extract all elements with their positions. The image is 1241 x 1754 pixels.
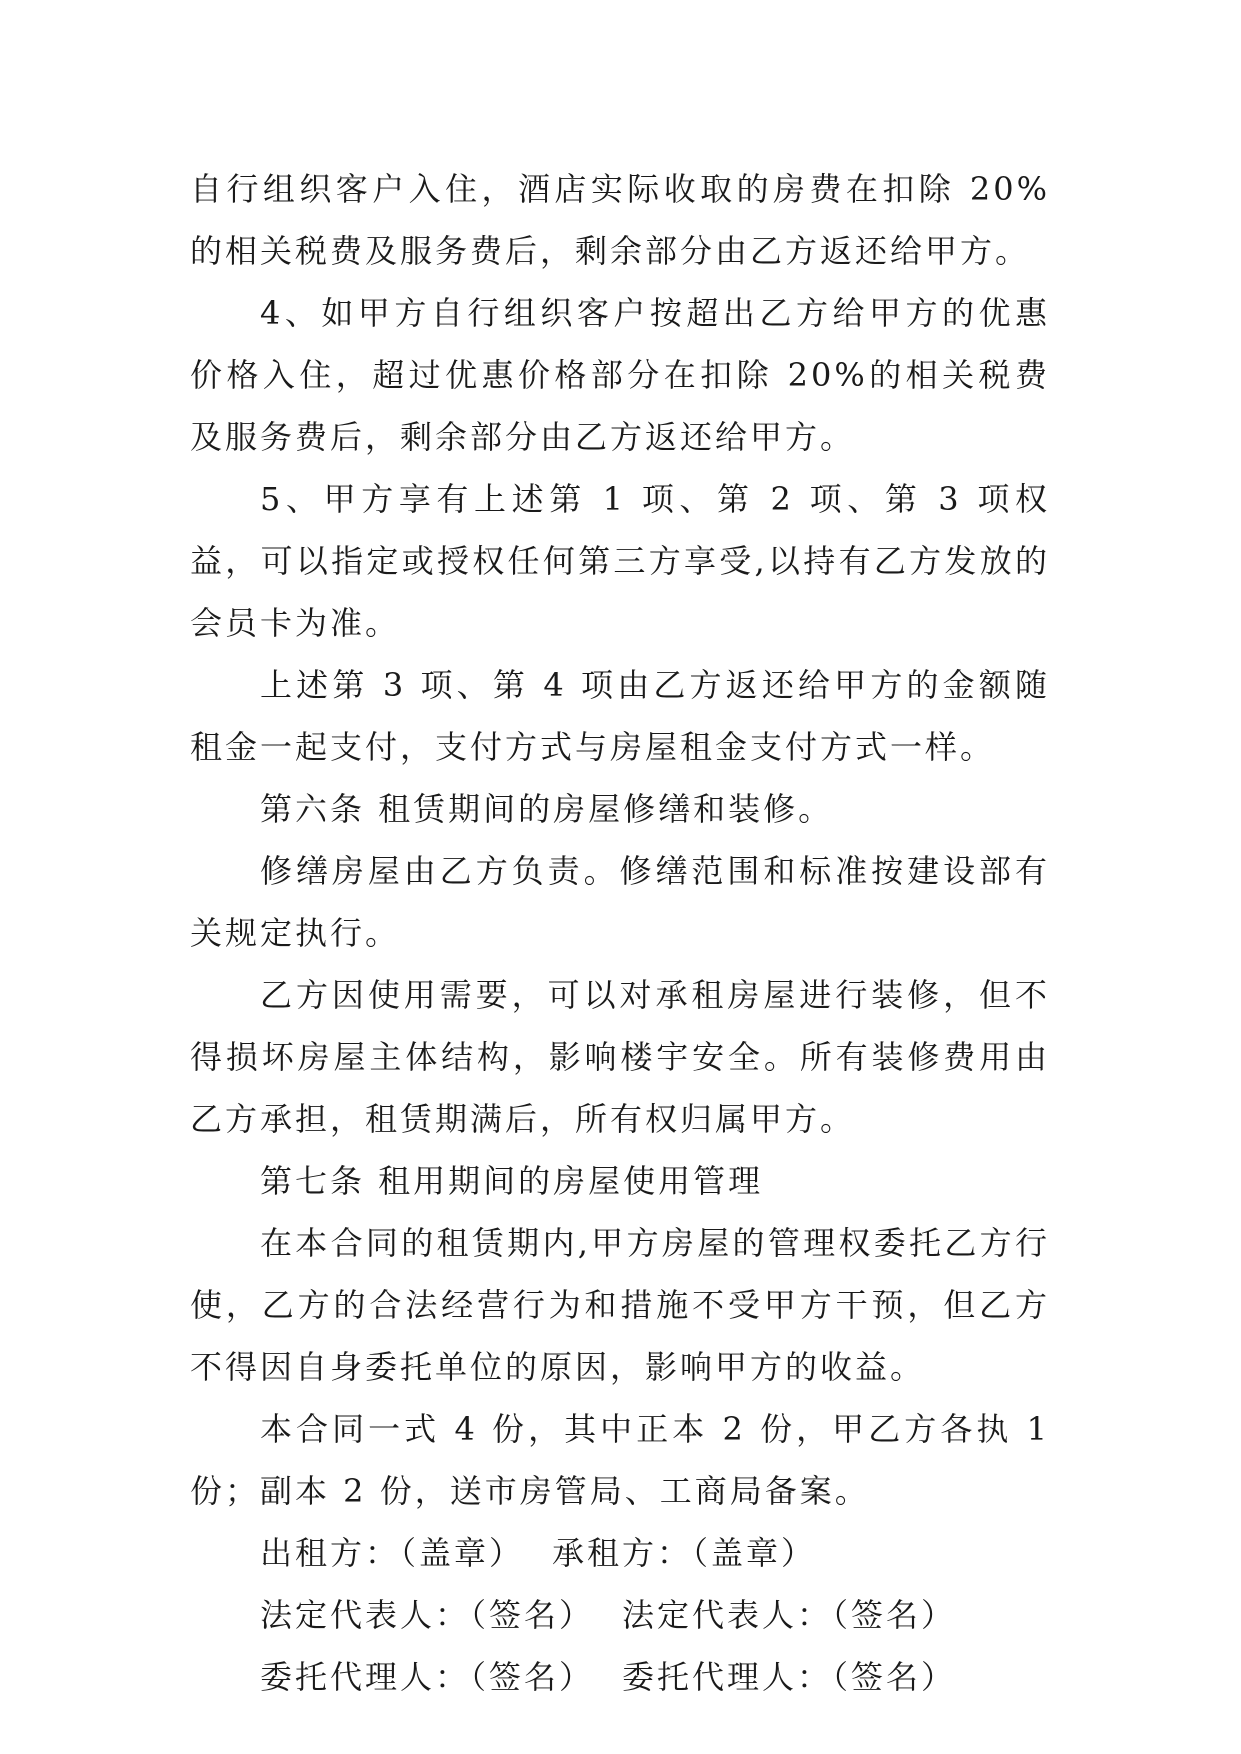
lessee-seal-label: 承租方：（盖章）	[552, 1534, 817, 1572]
paragraph-decoration: 乙方因使用需要，可以对承租房屋进行装修，但不得损坏房屋主体结构，影响楼宇安全。所有装修费用由乙方承担，租赁期满后，所有权归属甲方。	[190, 976, 1050, 1138]
article-six-heading: 第六条 租赁期间的房屋修缮和装修。	[260, 790, 834, 828]
lessor-agent-label: 委托代理人：（签名）	[260, 1658, 595, 1696]
paragraph-item-4: 4、如甲方自行组织客户按超出乙方给甲方的优惠价格入住，超过优惠价格部分在扣除 20%的相关税费及服务费后，剩余部分由乙方返还给甲方。	[190, 294, 1050, 456]
paragraph-management-rights: 在本合同的租赁期内,甲方房屋的管理权委托乙方行使，乙方的合法经营行为和措施不受甲方干预，但乙方不得因自身委托单位的原因，影响甲方的收益。	[190, 1224, 1050, 1386]
paragraph-item-5: 5、甲方享有上述第 1 项、第 2 项、第 3 项权益，可以指定或授权任何第三方享受,以持有乙方发放的会员卡为准。	[190, 480, 1050, 642]
signature-row-seal	[190, 1522, 1050, 1584]
document-page	[190, 158, 1050, 1708]
paragraph-refund-payment: 上述第 3 项、第 4 项由乙方返还给甲方的金额随租金一起支付，支付方式与房屋租金支付方式一样。	[190, 666, 1050, 766]
signature-row-legal-rep	[190, 1584, 1050, 1646]
signature-row-agent	[190, 1646, 1050, 1708]
lessor-seal-label: 出租方：（盖章）	[260, 1534, 525, 1572]
paragraph-copies: 本合同一式 4 份，其中正本 2 份，甲乙方各执 1 份；副本 2 份，送市房管局、工商局备案。	[190, 1410, 1050, 1510]
article-seven-heading: 第七条 租用期间的房屋使用管理	[260, 1162, 764, 1200]
lessor-legal-rep-label: 法定代表人：（签名）	[260, 1596, 595, 1634]
paragraph-repair-responsibility: 修缮房屋由乙方负责。修缮范围和标准按建设部有关规定执行。	[190, 852, 1050, 952]
lessee-agent-label: 委托代理人：（签名）	[622, 1658, 957, 1696]
paragraph-room-revenue: 自行组织客户入住，酒店实际收取的房费在扣除 20%的相关税费及服务费后，剩余部分由乙方返还给甲方。	[190, 170, 1050, 270]
lessee-legal-rep-label: 法定代表人：（签名）	[622, 1596, 957, 1634]
